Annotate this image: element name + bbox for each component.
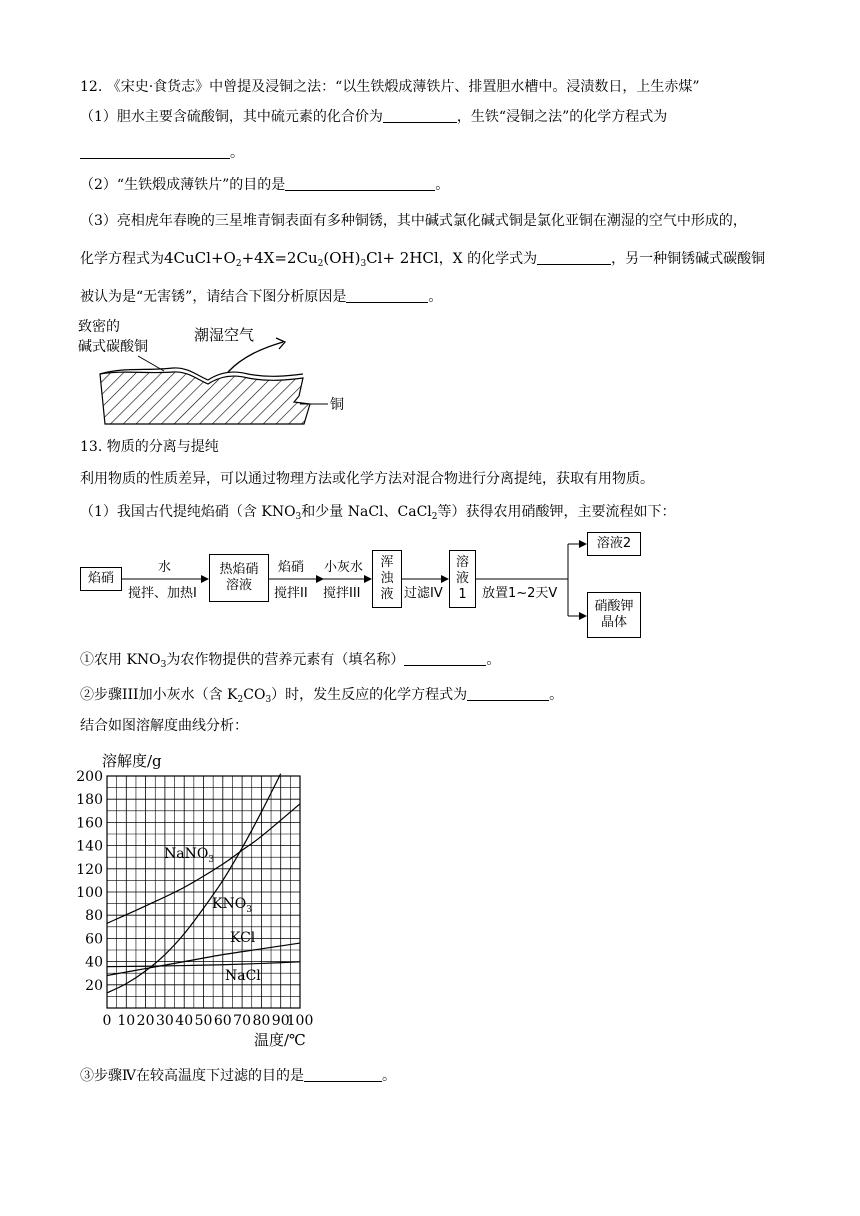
period: 。 bbox=[230, 145, 244, 161]
flow-box-solution1: 溶 液 1 bbox=[449, 550, 476, 608]
fig-label-basic-copper-carbonate: 碱式碳酸铜 bbox=[78, 339, 148, 355]
flow-label-saltpeter: 焰硝 bbox=[278, 560, 305, 575]
x-tick-label: 90 bbox=[271, 1013, 290, 1029]
q12-part1-answer bbox=[80, 144, 244, 162]
flow-label-step5: 放置1~2天V bbox=[482, 586, 558, 601]
q13-combine: 结合如图溶解度曲线分析： bbox=[80, 718, 248, 734]
q12-part2-text: （2）“生铁煅成薄铁片”的目的是 bbox=[80, 177, 286, 193]
q12-part3-text-e: 被认为是“无害锈”，请结合下图分析原因是 bbox=[80, 289, 347, 305]
flow-box-kno3-crystal: 硝酸钾 晶体 bbox=[587, 592, 641, 638]
q12-part1-text-b: ，生铁“浸铜之法”的化学方程式为 bbox=[456, 109, 668, 125]
series-label-kno3: $KNO_3$ bbox=[212, 896, 252, 915]
q13-intro: 利用物质的性质差异，可以通过物理方法或化学方法对混合物进行分离提纯，获取有用物质。 bbox=[80, 471, 654, 487]
flow-box-solution2: 溶液2 bbox=[587, 532, 641, 556]
copper-rust-drawing bbox=[78, 316, 378, 431]
x-tick-label: 40 bbox=[175, 1013, 194, 1029]
x-tick-label: 50 bbox=[194, 1013, 213, 1029]
y-tick-label: 100 bbox=[76, 885, 103, 901]
y-tick-label: 180 bbox=[76, 792, 103, 809]
x-tick-label: 10 bbox=[117, 1013, 136, 1029]
x-tick-label: 80 bbox=[252, 1013, 271, 1029]
fig-label-humid-air: 潮湿空气 bbox=[194, 326, 255, 344]
fig-label-dense: 致密的 bbox=[78, 319, 120, 335]
q12-part3-equation-line bbox=[80, 249, 765, 273]
solubility-chart bbox=[70, 745, 330, 1050]
q13-part1: （1）我国古代提纯焰硝（含 $KNO_3$和少量 NaCl、CaCl$_2$等）获得农用硝酸钾，主要流程如下： bbox=[80, 504, 676, 522]
q12-part3: （3）亮相虎年春晚的三星堆青铜表面有多种铜锈，其中碱式氯化碱式铜是氯化亚铜在潮湿的空气中形成的， bbox=[80, 213, 747, 229]
series-label-nano3: NaNO$_3$ bbox=[164, 846, 215, 865]
x-tick-label: 100 bbox=[286, 1013, 314, 1029]
flow-label-step2: 搅拌II bbox=[274, 586, 308, 601]
y-tick-label: 80 bbox=[85, 908, 103, 925]
copper-rust-figure bbox=[78, 316, 378, 431]
x-tick-label: 0 bbox=[102, 1013, 112, 1029]
x-tick-label: 60 bbox=[213, 1013, 232, 1029]
flow-box-raw-saltpeter: 焰硝 bbox=[80, 567, 122, 591]
y-tick-label: 60 bbox=[85, 931, 103, 948]
answer-blank[interactable] bbox=[383, 108, 457, 123]
process-flow-chart bbox=[78, 530, 648, 642]
answer-blank[interactable] bbox=[304, 1067, 382, 1082]
period: 。 bbox=[428, 289, 443, 305]
q13-sub2: ②步骤III加小灰水（含 $K_2CO_3$）时，发生反应的化学方程式为 。 bbox=[80, 687, 564, 705]
q12-part3-text-c: ，X 的化学式为 bbox=[438, 251, 538, 267]
x-tick-label: 70 bbox=[233, 1013, 252, 1029]
answer-blank[interactable] bbox=[80, 144, 230, 159]
period: 。 bbox=[435, 177, 450, 193]
series-label-kcl: KCl bbox=[230, 930, 256, 946]
series-label-nacl: NaCl bbox=[225, 968, 261, 984]
x-tick-label: 30 bbox=[155, 1013, 174, 1029]
x-tick-label: 20 bbox=[136, 1013, 155, 1029]
q13-title: 13. 物质的分离与提纯 bbox=[80, 439, 219, 455]
answer-blank[interactable] bbox=[467, 686, 549, 701]
answer-blank[interactable] bbox=[285, 176, 435, 191]
q12-part3-text-b: 化学方程式为 bbox=[80, 251, 164, 267]
q13-sub1: ①农用 $KNO_3$为农作物提供的营养元素有（填名称） 。 bbox=[80, 652, 501, 670]
flow-label-step1: 搅拌、加热I bbox=[128, 586, 197, 601]
chemical-equation: $4CuCl+O_2+4X=2Cu_2(OH)_3Cl+ 2HCl$ bbox=[164, 249, 439, 269]
q12-part2 bbox=[80, 176, 449, 194]
flow-label-water: 水 bbox=[158, 560, 172, 575]
q13-sub3: ③步骤Ⅳ在较高温度下过滤的目的是 。 bbox=[80, 1068, 396, 1084]
q12-part1-text-a: （1）胆水主要含硫酸铜，其中硫元素的化合价为 bbox=[80, 109, 383, 125]
flow-label-step3: 搅拌III bbox=[323, 586, 361, 601]
y-axis-label: 溶解度/g bbox=[102, 752, 162, 770]
x-axis-label: 温度/℃ bbox=[254, 1031, 306, 1049]
y-tick-label: 20 bbox=[85, 977, 103, 994]
fig-label-copper: 铜 bbox=[330, 397, 344, 413]
q12-part1 bbox=[80, 108, 667, 126]
y-tick-label: 140 bbox=[76, 838, 103, 855]
y-tick-label: 200 bbox=[76, 769, 103, 785]
y-tick-label: 160 bbox=[76, 815, 103, 832]
flow-box-hot-solution: 热焰硝 溶液 bbox=[209, 554, 269, 602]
q12-part3-text-d: ，另一种铜锈碱式碳酸铜 bbox=[611, 251, 766, 267]
q12-part3-reason bbox=[80, 288, 442, 306]
flow-label-step4: 过滤IV bbox=[404, 586, 443, 601]
answer-blank[interactable] bbox=[404, 651, 486, 666]
y-tick-label: 120 bbox=[76, 861, 103, 878]
answer-blank[interactable] bbox=[346, 288, 428, 303]
flow-box-turbid-liquid: 浑 浊 液 bbox=[372, 550, 402, 608]
answer-blank[interactable] bbox=[537, 250, 611, 265]
y-tick-label: 40 bbox=[85, 954, 103, 971]
q12-intro: 12. 《宋史·食货志》中曾提及浸铜之法：“以生铁煅成薄铁片、排置胆水槽中。浸渍数日，上生赤煤” bbox=[80, 79, 700, 95]
flow-label-lye-water: 小灰水 bbox=[324, 560, 364, 575]
